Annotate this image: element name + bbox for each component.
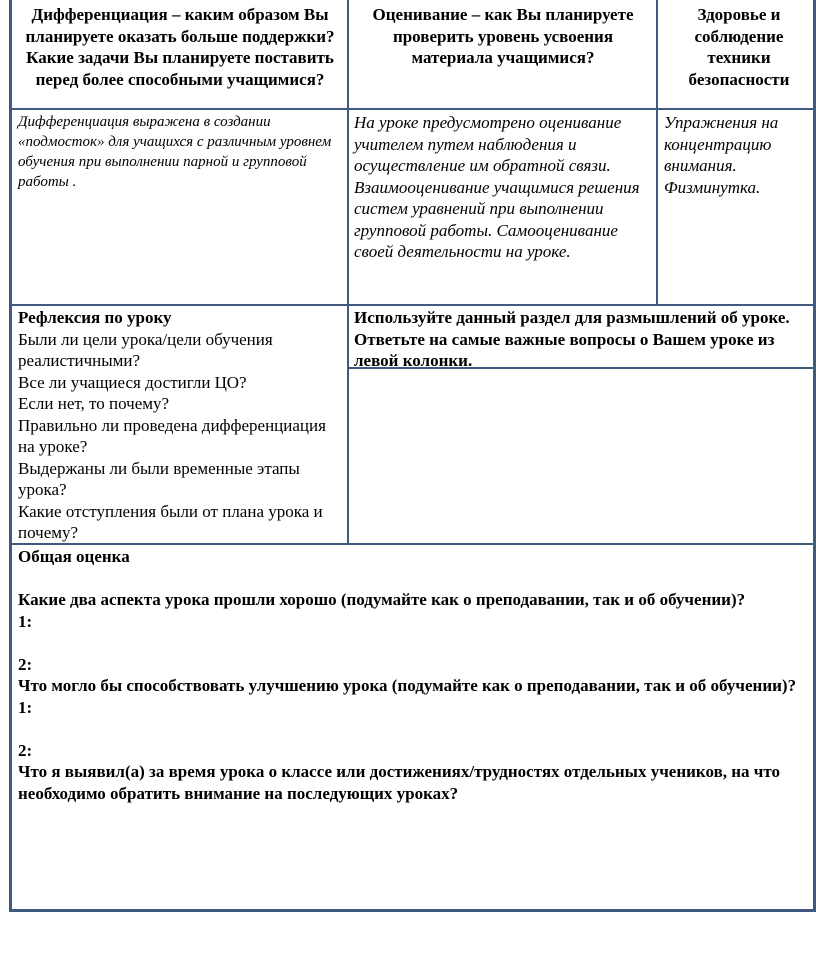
answer-1-label: 1:	[18, 697, 33, 717]
reflection-question: Были ли цели урока/цели обучения реалистичными?	[18, 329, 273, 370]
answer-1-label: 1:	[18, 611, 33, 631]
differentiation-text: Дифференциация выражена в создании «подмосток» для учащихся с различным уровнем обучения при выполнении парной и групповой работы .	[18, 114, 332, 190]
blank-line	[18, 718, 812, 740]
reflection-question: Правильно ли проведена дифференциация на уроке?	[18, 415, 326, 456]
reflection-answer-area[interactable]	[350, 370, 812, 542]
summary-question-3: Что я выявил(а) за время урока о классе или достижениях/трудностях отдельных учеников, на что необходимо обратить внимание на последующих уроках?	[18, 762, 781, 803]
header-health-safety: Здоровье и соблюдение техники безопасности	[688, 5, 790, 89]
health-safety-text: Упражнения на концентрацию внимания. Физминутка.	[664, 113, 779, 197]
header-differentiation: Дифференциация – каким образом Вы планируете оказать больше поддержки? Какие задачи Вы планируете поставить перед более способными учащимися?	[25, 5, 335, 89]
blank-line	[18, 632, 812, 654]
answer-2-label: 2:	[18, 740, 33, 760]
col-divider-1	[347, 0, 349, 545]
reflection-cell	[18, 307, 343, 544]
col-divider-2	[656, 0, 658, 306]
answer-2-label: 2:	[18, 654, 33, 674]
summary-question-2: Что могло бы способствовать улучшению урока (подумайте как о преподавании, так и об обучении)?	[18, 676, 797, 695]
reflection-question: Все ли учащиеся достигли ЦО?	[18, 372, 247, 392]
row-divider-2	[9, 304, 816, 306]
reflection-instruction: Используйте данный раздел для размышлений об уроке. Ответьте на самые важные вопросы о Вашем уроке из левой колонки.	[354, 308, 790, 370]
summary-cell	[18, 546, 812, 804]
reflection-question: Если нет, то почему?	[18, 394, 170, 413]
reflection-question: Какие отступления были от плана урока и почему?	[18, 501, 323, 542]
assessment-text: На уроке предусмотрено оценивание учителем путем наблюдения и осуществление им обратной связи. Взаимооценивание учащимися решения систем уравнений при выполнении групповой работы. Самооценивание своей деятельности на уроке.	[354, 113, 640, 261]
header-assessment: Оценивание – как Вы планируете проверить уровень усвоения материала учащимися?	[372, 5, 634, 67]
reflection-question: Выдержаны ли были временные этапы урока?	[18, 458, 300, 499]
reflection-title: Рефлексия по уроку	[18, 308, 172, 327]
table-border-bottom	[9, 909, 816, 912]
row-divider-1	[9, 108, 816, 110]
blank-line	[18, 568, 812, 590]
summary-question-1: Какие два аспекта урока прошли хорошо (подумайте как о преподавании, так и об обучении)?	[18, 590, 746, 609]
summary-title: Общая оценка	[18, 547, 130, 566]
lesson-reflection-table	[9, 0, 816, 912]
table-border-left	[9, 0, 12, 912]
